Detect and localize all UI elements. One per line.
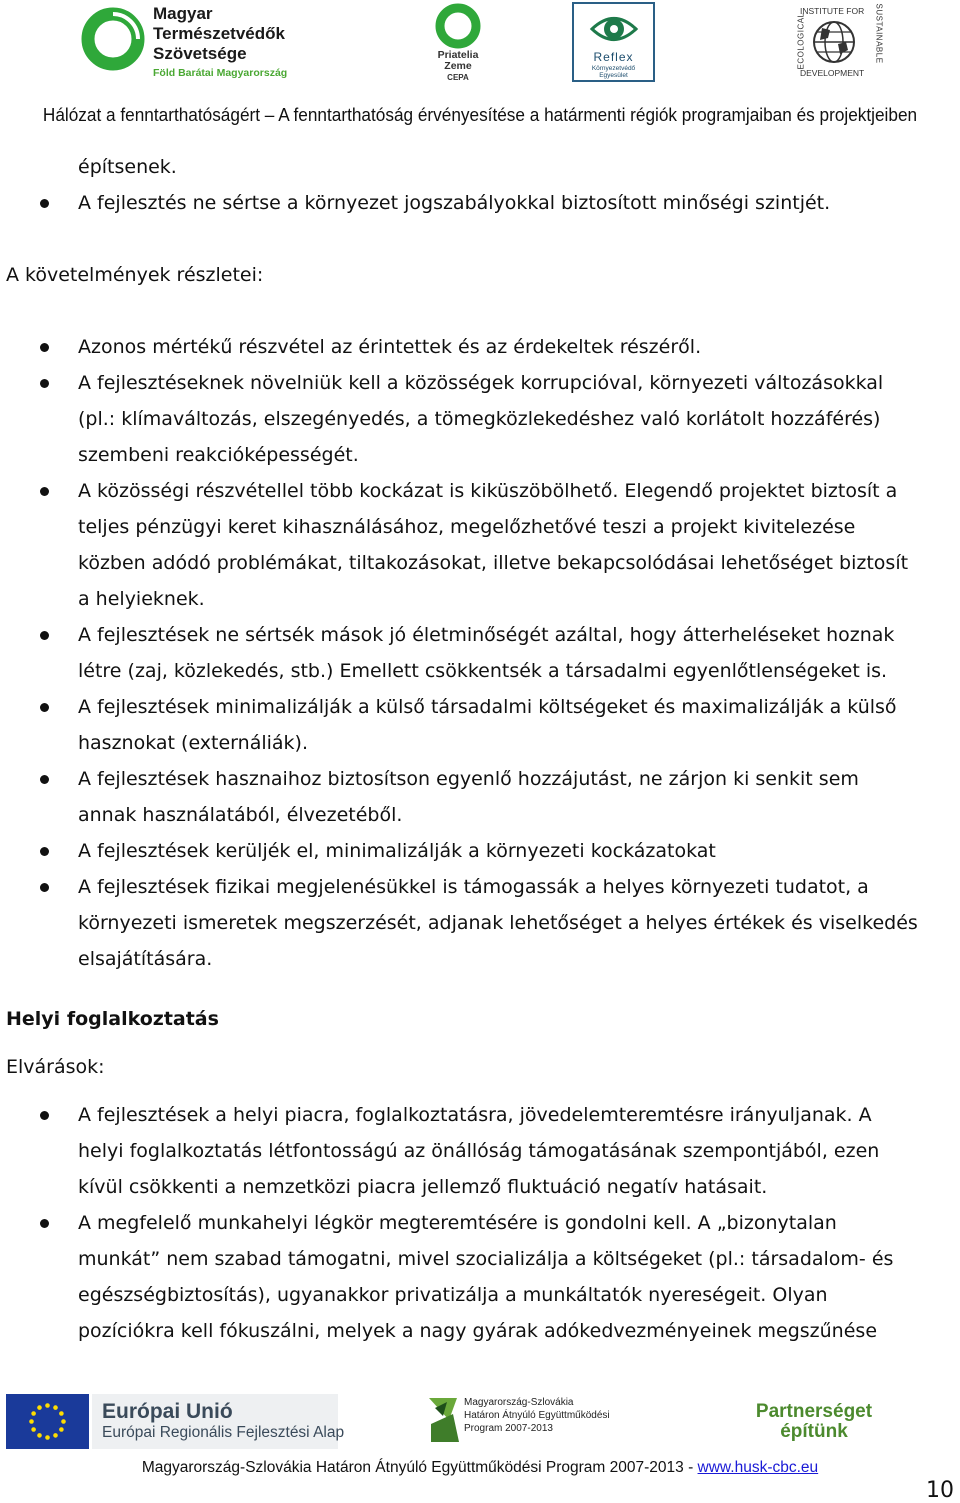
reflex-name: Reflex <box>593 50 634 64</box>
bullet-marker <box>40 775 49 784</box>
priatelia-line-1: Priatelia <box>437 49 479 61</box>
list-item-line: szembeni reakcióképességét. <box>78 444 359 466</box>
continuation-text: építsenek. <box>78 156 177 178</box>
reflex-subtitle <box>574 65 653 79</box>
list-item-line: környezeti ismeretek megszerzését, adjanak lehetőséget a helyes értékek és viselkedés <box>78 912 918 934</box>
husk-line-2: Határon Átnyúló Együttműködési <box>464 1410 610 1421</box>
eu-subtitle: Európai Regionális Fejlesztési Alap <box>102 1424 345 1441</box>
program-text: Magyarország-Szlovákia Határon Átnyúló Együttműködési Program 2007-2013 - <box>141 1459 698 1476</box>
list-item-line: helyi foglalkoztatás létfontosságú az önállóság támogatásának szempontjából, ezen <box>78 1140 880 1162</box>
eu-flag-icon <box>6 1394 89 1449</box>
program-website-link[interactable]: www.husk-cbc.eu <box>697 1459 819 1476</box>
list-item: A fejlesztések fizikai megjelenésükkel is támogassák a helyes környezeti tudatot, a <box>78 876 869 898</box>
list-item: A fejlesztések hasznaihoz biztosítson egyenlő hozzájutást, ne zárjon ki senkit sem <box>78 768 859 790</box>
eco-top-text: INSTITUTE FOR <box>800 6 865 16</box>
eu-stars-icon <box>6 1394 89 1449</box>
mtvsz-line-3: Szövetsége <box>153 44 247 63</box>
bullet-marker <box>40 631 49 640</box>
ecological-institute-logo <box>788 4 886 82</box>
list-item-line: létre (zaj, közlekedés, stb.) Emellett csökkentsék a társadalmi egyenlőtlenségeket is. <box>78 660 888 682</box>
partnership-logo <box>750 1402 878 1442</box>
husk-line-3: Program 2007-2013 <box>464 1423 553 1434</box>
list-item-line: hasznokat (externáliák). <box>78 732 308 754</box>
mtvsz-ring-icon <box>80 6 146 72</box>
list-item: A fejlesztések kerüljék el, minimalizálják a környezeti kockázatokat <box>78 840 716 862</box>
eco-right-text: SUSTAINABLE <box>874 3 884 64</box>
priatelia-zeme-logo <box>428 2 488 86</box>
list-item-line: pozíciókra kell fókuszálni, melyek a nagy gyárak adókedvezményeinek megszűnése <box>78 1320 878 1342</box>
bullet-marker <box>40 847 49 856</box>
partner-line-1: Partnerséget <box>755 1401 873 1422</box>
list-item-line: kívül csökkenti a nemzetközi piacra jellemző fluktuáció negatív hatásait. <box>78 1176 768 1198</box>
list-item: A fejlesztések ne sértsék mások jó életminőségét azáltal, hogy átterheléseket hoznak <box>78 624 895 646</box>
list-item: A fejlesztések minimalizálják a külső társadalmi költségeket és maximalizálják a külső <box>78 696 897 718</box>
bullet-marker <box>40 1111 49 1120</box>
expectations-label: Elvárások: <box>6 1056 105 1078</box>
mtvsz-line-1: Magyar <box>153 4 213 23</box>
list-item-line: annak használatából, élvezetéből. <box>78 804 403 826</box>
list-item-line: elsajátítására. <box>78 948 213 970</box>
eu-title: Európai Unió <box>102 1400 233 1423</box>
bullet-marker <box>40 883 49 892</box>
list-item-line: közben adódó problémákat, tiltakozásokat, illetve bekapcsolódásai lehetőséget biztosít <box>78 552 909 574</box>
list-item-line: egészségbiztosítás), ugyanakkor privatizálja a munkáltatók nyereségeit. Olyan <box>78 1284 828 1306</box>
reflex-logo <box>572 2 655 82</box>
bullet-marker <box>40 379 49 388</box>
program-footer <box>0 1459 960 1477</box>
priatelia-line-2: Zeme <box>444 60 472 72</box>
eco-left-text: ECOLOGICAL <box>796 12 806 70</box>
list-item: Azonos mértékű részvétel az érintettek és az érdekeltek részéről. <box>78 336 702 358</box>
list-item-line: a helyieknek. <box>78 588 205 610</box>
mtvsz-line-2: Természetvédők <box>153 24 285 43</box>
list-item-line: teljes pénzügyi keret kihasználásához, megelőzhetővé teszi a projekt kivitelezése <box>78 516 856 538</box>
bullet-marker <box>40 199 49 208</box>
husk-line-1: Magyarország-Szlovákia <box>464 1397 574 1408</box>
mtvsz-tagline: Föld Barátai Magyarország <box>153 67 288 79</box>
husk-program-logo-icon <box>427 1394 461 1446</box>
priatelia-line-3: CEPA <box>447 73 469 82</box>
page-number: 10 <box>926 1478 954 1503</box>
eye-icon <box>589 8 639 50</box>
reflex-sub-line-1: Környezetvédő <box>591 65 636 72</box>
globe-icon <box>810 18 858 66</box>
list-item: A fejlesztéseknek növelniük kell a közösségek korrupcióval, környezeti változásokkal <box>78 372 884 394</box>
bullet-marker <box>40 1219 49 1228</box>
husk-program-text <box>464 1396 610 1435</box>
reflex-sub-line-2: Egyesület <box>599 72 628 79</box>
mtvsz-logo <box>80 4 320 82</box>
list-item: A fejlesztések a helyi piacra, foglalkoztatásra, jövedelemteremtésre irányuljanak. A <box>78 1104 872 1126</box>
list-item: A megfelelő munkahelyi légkör megteremtésére is gondolni kell. A „bizonytalan <box>78 1212 837 1234</box>
list-item-line: munkát” nem szabad támogatni, mivel szocializálja a költségeket (pl.: társadalom- és <box>78 1248 894 1270</box>
section-heading: Helyi foglalkoztatás <box>6 1008 219 1030</box>
bullet-marker <box>40 343 49 352</box>
list-item: A közösségi részvétellel több kockázat is kiküszöbölhető. Elegendő projektet biztosít a <box>78 480 898 502</box>
eco-bottom-text: DEVELOPMENT <box>800 68 865 78</box>
bullet-marker <box>40 703 49 712</box>
running-header: Hálózat a fenntarthatóságért – A fenntarthatóság érvényesítése a határmenti régiók programjaiban és projektjeiben <box>42 104 918 125</box>
list-item-line: (pl.: klímaváltozás, elszegényedés, a tömegközlekedéshez való korlátolt hozzáférés) <box>78 408 881 430</box>
bullet-marker <box>40 487 49 496</box>
requirements-intro: A követelmények részletei: <box>6 264 264 286</box>
priatelia-text <box>428 50 488 83</box>
partner-line-2: építünk <box>780 1421 848 1442</box>
mtvsz-name <box>153 4 285 64</box>
priatelia-ring-icon <box>433 2 483 52</box>
list-item: A fejlesztés ne sértse a környezet jogszabályokkal biztosított minőségi szintjét. <box>78 192 831 214</box>
